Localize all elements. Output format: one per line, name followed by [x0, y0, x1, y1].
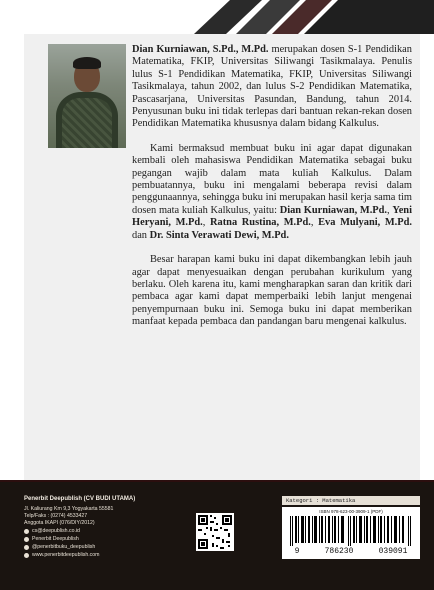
barcode-bars — [290, 516, 412, 546]
author-name: Dian Kurniawan, S.Pd., M.Pd. — [132, 44, 269, 55]
contact-website[interactable] — [24, 552, 194, 559]
contact-text: @penerbitbuku_deepublish — [32, 544, 96, 550]
team-name: Ratna Rustina, M.Pd. — [210, 217, 311, 229]
isbn-digits — [282, 547, 420, 556]
isbn-barcode — [282, 507, 420, 559]
instagram-icon — [24, 545, 29, 550]
team-name: Dr. Sinta Verawati Dewi, M.Pd. — [149, 229, 289, 241]
isbn-digit-group: 039091 — [378, 547, 408, 556]
contact-facebook[interactable] — [24, 536, 194, 543]
team-separator: , — [387, 204, 393, 216]
contact-email[interactable] — [24, 528, 194, 535]
purpose-text: Kami bermaksud membuat buku ini agar dapat digunakan kembali oleh mahasiswa Pendidikan Matematika sebagai buku pegangan wajib dalam mata kuliah Kalkulus. Dalam pembuatannya, buku ini mengalami beberapa revisi dalam penggunaannya, sehingga buku ini merupakan hasil kerja sama tim dosen mata kuliah Kalkulus, yaitu: — [132, 142, 412, 216]
team-separator: dan — [132, 229, 150, 241]
isbn-digit-group: 9 — [294, 547, 300, 556]
author-photo — [48, 44, 126, 148]
contact-text: Penerbit Deepublish — [32, 536, 79, 542]
team-name: Dian Kurniawan, M.Pd. — [279, 204, 388, 216]
team-name: Yeni Heryani, M.Pd. — [132, 204, 412, 229]
author-bio — [132, 44, 412, 131]
publisher-address: Jl. Kaliurang Km 9,3 Yogyakarta 55581 — [24, 506, 114, 512]
isbn-digit-group: 786230 — [324, 547, 354, 556]
email-icon — [24, 529, 29, 534]
facebook-icon — [24, 537, 29, 542]
author-bio-text: merupakan dosen S-1 Pendidikan Matematika, FKIP, Universitas Siliwangi Tasikmalaya. Penulis lulus S-1 Pendidikan Matematika, FKIP, Universitas Siliwangi Tasikmalaya, tahun 2002, dan lulus S-2 Pendidikan Matematika, Pascasarjana, Universitas Pasundan, Bandung, tahun 2014. Penyusunan buku ini tidak terlepas dari bantuan rekan-rekan dosen Pendidikan Matematika khususnya dalam bidang Kalkulus. — [132, 44, 412, 130]
purpose-paragraph — [132, 143, 412, 242]
publisher-info — [24, 496, 194, 559]
team-name: Eva Mulyani, M.Pd. — [318, 217, 413, 229]
publisher-phone: Telp/Faks : (0274) 4533427 — [24, 513, 88, 519]
web-icon — [24, 553, 29, 558]
contact-instagram[interactable] — [24, 544, 194, 551]
hope-paragraph: Besar harapan kami buku ini dapat dikembangkan lebih jauh agar dapat menyesuaikan dengan perubahan kurikulum yang berlaku. Oleh karena itu, kami mengharapkan saran dan kritik dari pembaca agar kami dapat memperbaiki lebih lanjut mengenai penyempurnaan buku ini. Semoga buku ini dapat memberikan manfaat kepada pembaca dan pandangan baru mengenai kalkulus. — [132, 254, 412, 328]
contact-text: www.penerbitdeepublish.com — [32, 552, 100, 558]
publisher-name: Penerbit Deepublish (CV BUDI UTAMA) — [24, 496, 136, 502]
qr-code[interactable] — [196, 513, 234, 551]
back-cover-text — [132, 44, 412, 329]
category-label: Kategori : Matematika — [282, 496, 420, 505]
team-separator: , — [202, 217, 211, 229]
team-separator: , — [310, 217, 319, 229]
publisher-member: Anggota IKAPI (076/DIY/2012) — [24, 520, 95, 526]
isbn-label: ISBN 978-623-00-3909-1 (PDF) — [319, 509, 383, 514]
contact-text: cs@deepublish.co.id — [32, 528, 80, 534]
